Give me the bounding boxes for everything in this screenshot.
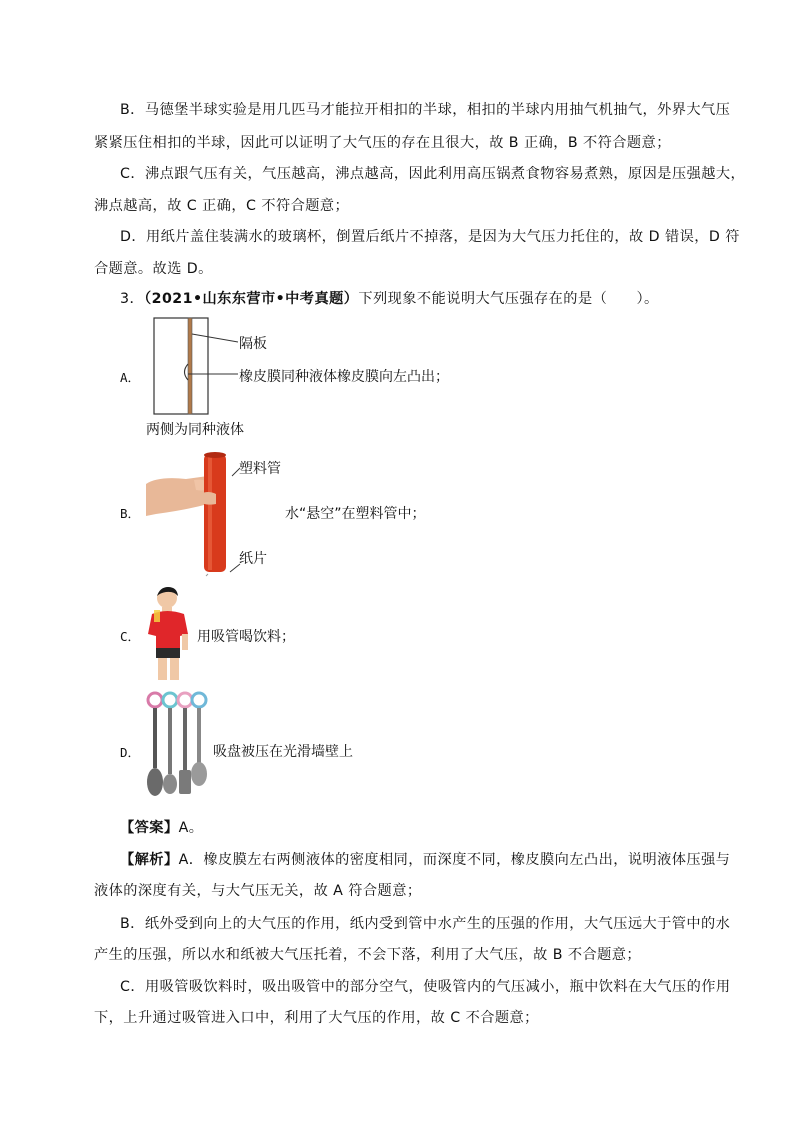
question-3 [120, 289, 659, 309]
option-b-text: 水“悬空”在塑料管中； [285, 506, 426, 522]
analysis-line6: 下，上升通过吸管进入口中，利用了大气压的作用，故 C 不合题意； [94, 1010, 539, 1026]
label-paper: 纸片 [239, 551, 267, 567]
option-c-text: 用吸管喝饮料； [197, 629, 295, 645]
para-b-line2: 紧紧压住相扣的半球，因此可以证明了大气压的存在且很大，故 B 正确，B 不符合题意； [94, 135, 671, 151]
para-b-line1: B．马德堡半球实验是用几匹马才能拉开相扣的半球，相扣的半球内用抽气机抽气，外界大气压 [120, 102, 731, 118]
option-d-letter: D． [120, 745, 141, 760]
para-c-line2: 沸点越高，故 C 正确，C 不符合题意； [94, 198, 350, 214]
option-c-letter: C． [120, 629, 141, 644]
answer-value: A。 [178, 820, 204, 836]
option-d-text: 吸盘被压在光滑墙壁上 [213, 744, 353, 760]
answer-tag: 【答案】 [120, 820, 179, 836]
analysis-tag: 【解析】 [120, 852, 179, 868]
label-partition: 隔板 [239, 336, 267, 352]
label-membrane [239, 366, 449, 386]
analysis-line2: 液体的深度有关，与大气压无关，故 A 符合题意； [94, 883, 422, 899]
question-source: （2021•山东东营市•中考真题） [144, 291, 359, 307]
partition-diagram [150, 316, 240, 416]
question-number: 3． [120, 291, 145, 307]
analysis-line3: B．纸外受到向上的大气压的作用，纸内受到管中水产生的压强的作用，大气压远大于管中的水 [120, 916, 731, 932]
option-a-letter: A． [120, 370, 141, 385]
plastic-tube-hand-image [146, 446, 246, 578]
analysis-line4: 产生的压强，所以水和纸被大气压托着，不会下落，利用了大气压，故 B 不合题意； [94, 947, 642, 963]
answer-line [120, 818, 203, 838]
boy-drinking-image [144, 584, 196, 682]
option-b-letter: B． [120, 506, 141, 521]
question-text: 下列现象不能说明大气压强存在的是（ ）。 [358, 291, 659, 307]
analysis-line1 [120, 850, 730, 870]
label-plastic-tube: 塑料管 [239, 461, 281, 477]
caption-same-liquid: 两侧为同种液体 [146, 422, 244, 438]
para-d-line2: 合题意。故选 D。 [94, 261, 213, 277]
option-a-text: 同种液体橡皮膜向左凸出； [281, 369, 449, 385]
analysis-text-1: A．橡皮膜左右两侧液体的密度相同，而深度不同，橡皮膜向左凸出，说明液体压强与 [178, 852, 731, 868]
analysis-line5: C．用吸管吸饮料时，吸出吸管中的部分空气，使吸管内的气压减小，瓶中饮料在大气压的作用 [120, 979, 731, 995]
suction-cup-hooks-image [144, 690, 210, 800]
para-d-line1: D．用纸片盖住装满水的玻璃杯，倒置后纸片不掉落，是因为大气压力托住的，故 D 错误，D 符 [120, 229, 740, 245]
para-c-line1: C．沸点跟气压有关，气压越高，沸点越高，因此利用高压锅煮食物容易煮熟，原因是压强越大， [120, 166, 746, 182]
label-membrane-word: 橡皮膜 [239, 369, 281, 385]
